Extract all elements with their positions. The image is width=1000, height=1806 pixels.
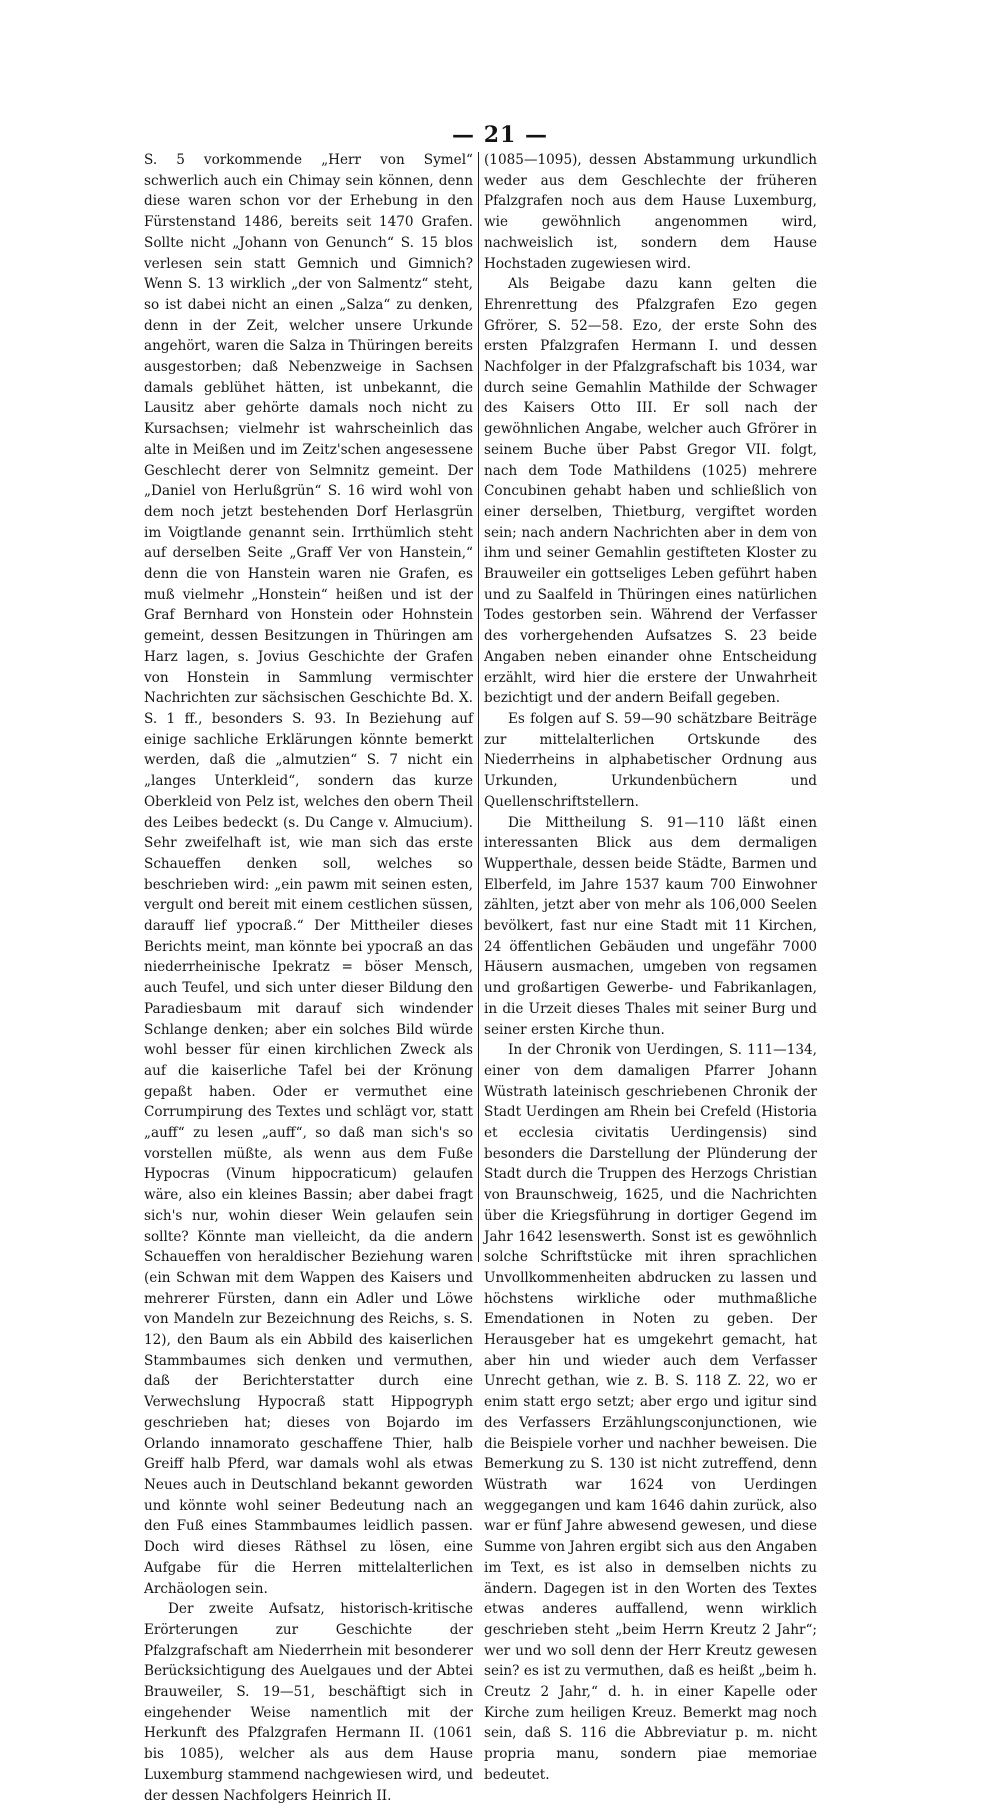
column-divider [478, 152, 479, 1262]
page-number: — 21 — [452, 122, 548, 148]
left-column [144, 150, 473, 1804]
paragraph: Die Mittheilung S. 91—110 läßt einen interessanten Blick aus dem dermaligen Wupperthale, dessen beide Städte, Barmen und Elberfeld, im Jahre 1537 kaum 700 Einwohner zählten, jetzt aber von mehr als 106,000 Seelen bevölkert, fast nur eine Stadt mit 11 Kirchen, 24 öffentlichen Gebäuden und ungefähr 7000 Häusern ausmachen, umgeben von regsamen und großartigen Gewerbe- und Fabrikanlagen, in die Urzeit dieses Thales mit seiner Burg und seiner ersten Kirche thun. [484, 814, 817, 1038]
paragraph: In der Chronik von Uerdingen, S. 111—134, einer von dem damaligen Pfarrer Johann Wüstrath lateinisch geschriebenen Chronik der Stadt Uerdingen am Rhein bei Crefeld (Historia et ecclesia civitatis Uerdingensis) sind besonders die Darstellung der Plünderung der Stadt durch die Truppen des Herzogs Christian von Braunschweig, 1625, und die Nachrichten über die Kriegsführung in dortiger Gegend im Jahr 1642 lesenswerth. Sonst ist es gewöhnlich solche Schriftstücke mit ihren sprachlichen Unvollkommenheiten abdrucken zu lassen und höchstens wirkliche oder muthmaßliche Emendationen in Noten zu geben. Der Herausgeber hat es umgekehrt gemacht, hat aber hin und wieder auch dem Verfasser Unrecht gethan, wie z. B. S. 118 Z. 22, wo er enim statt ergo setzt; aber ergo und igitur sind des Verfassers Erzählungsconjunctionen, wie die Beispiele vorher und nachher beweisen. Die Bemerkung zu S. 130 ist nicht zutreffend, denn Wüstrath war 1624 von Uerdingen weggegangen und kam 1646 dahin zurück, also war er fünf Jahre abwesend gewesen, und diese Summe von Jahren ergibt sich aus den Angaben im Text, es ist also in demselben nichts zu ändern. Dagegen ist in den Worten des Textes etwas anderes auffallend, wenn wirklich geschrieben steht „beim Herrn Kreutz 2 Jahr“; wer und wo soll denn der Herr Kreutz gewesen sein? es ist zu vermuthen, daß es heißt „beim h. Creutz 2 Jahr,“ d. h. in einer Kapelle oder Kirche zum heiligen Kreuz. Bemerkt mag noch sein, daß S. 116 die Abbreviatur p. m. nicht propria manu, sondern piae memoriae bedeutet. [484, 1042, 817, 1783]
paragraph: Es folgen auf S. 59—90 schätzbare Beiträge zur mittelalterlichen Ortskunde des Niederrheins in alphabetischer Ordnung aus Urkunden, Urkundenbüchern und Quellenschriftstellern. [484, 710, 817, 810]
paragraph: S. 5 vorkommende „Herr von Symel“ schwerlich auch ein Chimay sein können, denn diese waren schon vor der Erhebung in den Fürstenstand 1486, bereits seit 1470 Grafen. Sollte nicht „Johann von Genunch“ S. 15 blos verlesen sein statt Gemnich und Gimnich? Wenn S. 13 wirklich „der von Salmentz“ steht, so ist dabei nicht an einen „Salza“ zu denken, denn in der Zeit, welcher unsere Urkunde angehört, waren die Salza in Thüringen bereits ausgestorben; daß Nebenzweige in Sachsen damals geblühet hätten, ist unbekannt, die Lausitz aber gehörte damals noch nicht zu Kursachsen; vielmehr ist wahrscheinlich das alte in Meißen und im Zeitz'schen angesessene Geschlecht derer von Selmnitz gemeint. Der „Daniel von Herlußgrün“ S. 16 wird wohl von dem noch jetzt bestehenden Dorf Herlasgrün im Voigtlande genannt sein. Irrthümlich steht auf derselben Seite „Graff Ver von Hanstein,“ denn die von Hanstein waren nie Grafen, es muß vielmehr „Honstein“ heißen und ist der Graf Bernhard von Honstein oder Hohnstein gemeint, dessen Besitzungen in Thüringen am Harz lagen, s. Jovius Geschichte der Grafen von Honstein in Sammlung vermischter Nachrichten zur sächsischen Geschichte Bd. X. S. 1 ff., besonders S. 93. In Beziehung auf einige sachliche Erklärungen könnte bemerkt werden, daß die „almutzien“ S. 7 nicht ein „langes Unterkleid“, sondern das kurze Oberkleid von Pelz ist, welches den obern Theil des Leibes bedeckt (s. Du Cange v. Almucium). Sehr zweifelhaft ist, wie man sich das erste Schaueffen denken soll, welches so beschrieben wird: „ein pawm mit seinen esten, vergult ond bereit mit einem cestlichen süssen, darauff lief ypocraß.“ Der Mittheiler dieses Berichts meint, man könnte bei ypocraß an das niederrheinische Ipekratz = böser Mensch, auch Teufel, und sich unter dieser Bildung den Paradiesbaum mit darauf sich windender Schlange denken; aber ein solches Bild würde wohl besser für einen kirchlichen Zweck als auf die kaiserliche Tafel bei der Krönung gepaßt haben. Oder er vermuthet eine Corrumpirung des Textes und schlägt vor, statt „auff“ zu lesen „auff“, so daß man sich's so vorstellen müßte, als wenn aus dem Fuße Hypocras (Vinum hippocraticum) gelaufen wäre, also ein kleines Bassin; aber dabei fragt sich's nur, wohin dieser Wein gelaufen sein sollte? Könnte man vielleicht, da die andern Schaueffen von heraldischer Beziehung waren (ein Schwan mit dem Wappen des Kaisers und mehrerer Fürsten, dann ein Adler und Löwe von Mandeln zur Bezeichnung des Reichs, s. S. 12), den Baum als ein Abbild des kaiserlichen Stammbaumes sich denken und vermuthen, daß der Berichterstatter durch eine Verwechslung Hypocraß statt Hippogryph geschrieben hat; dieses von Bojardo im Orlando innamorato geschaffene Thier, halb Greiff halb Pferd, war damals wohl als etwas Neues auch in Deutschland bekannt geworden und könnte wohl seiner Bedeutung nach an den Fuß eines Stammbaumes leidlich passen. Doch wird dieses Räthsel zu lösen, eine Aufgabe für die Herren mittelalterlichen Archäologen sein. [144, 152, 473, 1597]
paragraph: (1085—1095), dessen Abstammung urkundlich weder aus dem Geschlechte der früheren Pfalzgrafen noch aus dem Hause Luxemburg, wie gewöhnlich angenommen wird, nachweislich ist, sondern dem Hause Hochstaden zugewiesen wird. [484, 152, 817, 272]
right-column [484, 150, 817, 1783]
paragraph: Als Beigabe dazu kann gelten die Ehrenrettung des Pfalzgrafen Ezo gegen Gfrörer, S. 52—58. Ezo, der erste Sohn des ersten Pfalzgrafen Hermann I. und dessen Nachfolger in der Pfalzgrafschaft bis 1034, war durch seine Gemahlin Mathilde der Schwager des Kaisers Otto III. Er soll nach der gewöhnlichen Angabe, welcher auch Gfrörer in seinem Buche über Pabst Gregor VII. folgt, nach dem Tode Mathildens (1025) mehrere Concubinen gehabt haben und schließlich von einer derselben, Thietburg, vergiftet worden sein; nach andern Nachrichten aber in dem von ihm und seiner Gemahlin gestifteten Kloster zu Brauweiler ein gottseliges Leben geführt haben und zu Saalfeld in Thüringen eines natürlichen Todes gestorben sein. Während der Verfasser des vorhergehenden Aufsatzes S. 23 beide Angaben neben einander ohne Entscheidung erzählt, wird hier die erstere der Unwahrheit bezichtigt und der andern Beifall gegeben. [484, 276, 817, 707]
paragraph: Der zweite Aufsatz, historisch-kritische Erörterungen zur Geschichte der Pfalzgrafschaft am Niederrhein mit besonderer Berücksichtigung des Auelgaues und der Abtei Brauweiler, S. 19—51, beschäftigt sich in eingehender Weise namentlich mit der Herkunft des Pfalzgrafen Hermann II. (1061 bis 1085), welcher als aus dem Hause Luxemburg stammend nachgewiesen wird, und der dessen Nachfolgers Heinrich II. [144, 1601, 473, 1804]
